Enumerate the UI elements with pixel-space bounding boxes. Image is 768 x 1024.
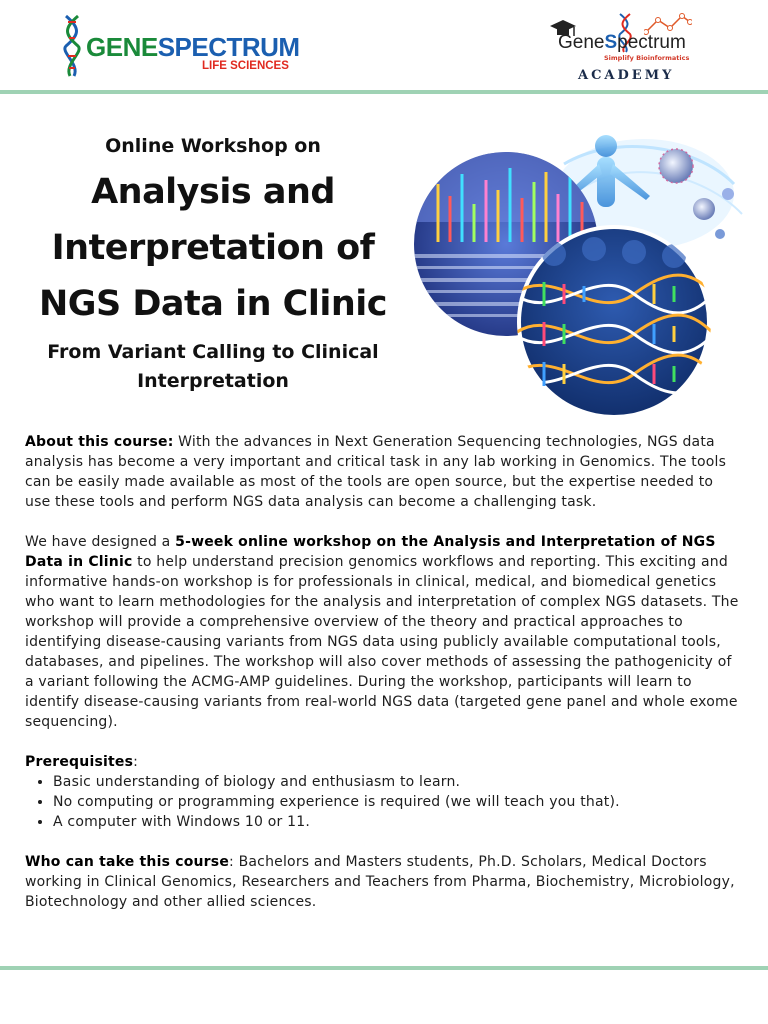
genespectrum-academy-logo xyxy=(548,12,728,87)
brand-subtitle: LIFE SCIENCES xyxy=(202,60,289,72)
title-subtitle: From Variant Calling to Clinical Interpretation xyxy=(47,341,379,392)
academy-tagline: Simplify Bioinformatics xyxy=(604,54,690,62)
academy-brand-name: GeneSpectrum xyxy=(558,32,686,53)
genomics-hero-illustration xyxy=(414,124,744,424)
list-item: • Basic understanding of biology and enthusiasm to learn. xyxy=(53,772,741,792)
footer-divider xyxy=(0,966,768,970)
header-divider xyxy=(0,90,768,94)
list-item: • A computer with Windows 10 or 11. xyxy=(53,812,741,832)
title-line-1: Analysis and xyxy=(91,172,335,212)
about-text: With the advances in Next Generation Sequencing technologies, NGS data analysis has become a very important and critical task in any lab working in Genomics. The tools can be easily made available as most of the tools are open source, but the expertise needed to use these tools and perform NGS data analysis can become a challenging task. xyxy=(25,434,727,510)
design-intro: We have designed a xyxy=(25,534,171,550)
design-text: to help understand precision genomics workflows and reporting. This exciting and informative hands-on workshop is for professionals in clinical, medical, and biomedical genetics who want to learn methodologies for the analysis and interpretation of complex NGS datasets. The workshop will provide a comprehensive overview of the theory and practical approaches to identifying disease-causing variants from NGS data using publicly available computational tools, databases, and pipelines. The workshop will also cover methods of assessing the pathogenicity of a variant following the ACMG-AMP guidelines. During the workshop, participants will learn to identify disease-causing variants from real-world NGS data (targeted gene panel and whole exome sequencing). xyxy=(25,554,739,730)
about-paragraph: About this course: With the advances in Next Generation Sequencing technologies, NGS data analysis has become a very important and critical task in any lab working in Genomics. The tools can be easily made available as most of the tools are open source, but the expertise needed to use these tools and perform NGS data analysis can become a challenging task. xyxy=(25,434,727,510)
about-label: About this course xyxy=(25,434,168,450)
title-line-2: Interpretation of xyxy=(51,228,375,268)
header xyxy=(0,0,768,90)
genespectrum-logo xyxy=(62,14,312,80)
academy-word: ACADEMY xyxy=(578,68,675,83)
audience-text: Bachelors and Masters students, Ph.D. Scholars, Medical Doctors working in Clinical Genomics, Researchers and Teachers from Pharma, Biochemistry, Microbiology, Biotechnology and other allied sciences. xyxy=(25,854,735,910)
design-paragraph xyxy=(25,532,741,732)
list-item: • No computing or programming experience is required (we will teach you that). xyxy=(53,792,741,812)
title-line-3: NGS Data in Clinic xyxy=(38,284,388,324)
prerequisites-heading: Prerequisites: xyxy=(25,754,139,770)
title-block xyxy=(10,128,416,396)
audience-paragraph: Who can take this course: Bachelors and Masters students, Ph.D. Scholars, Medical Doctors working in Clinical Genomics, Researchers and Teachers from Pharma, Biochemistry, Microbiology, Biotechnology and other allied sciences. xyxy=(25,854,735,910)
audience-label: Who can take this course xyxy=(25,854,230,870)
title-kicker: Online Workshop on xyxy=(105,135,321,157)
prerequisites-list xyxy=(25,772,741,832)
course-description xyxy=(25,432,741,932)
brand-name: GENESPECTRUM xyxy=(86,32,300,62)
design-highlight: 5-week online workshop on the Analysis and Interpretation of NGS Data in Clinic xyxy=(25,534,716,570)
dna-helix-icon xyxy=(62,14,84,78)
